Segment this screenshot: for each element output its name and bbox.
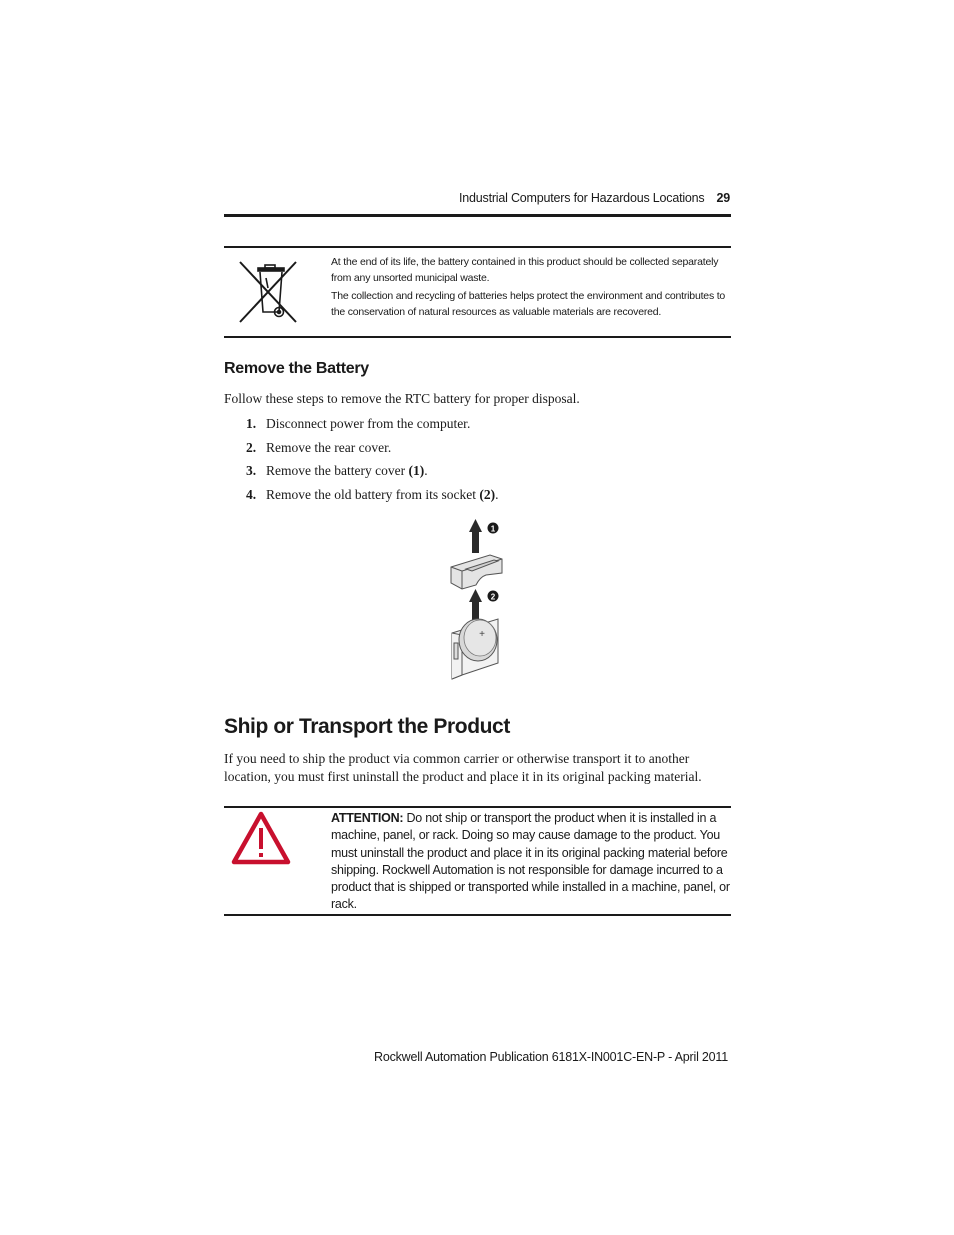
svg-text:2: 2 — [490, 592, 496, 602]
running-title: Industrial Computers for Hazardous Locations — [458, 191, 705, 205]
step-number: 1. — [246, 416, 257, 431]
attention-notice-text — [331, 810, 731, 914]
warning-triangle-icon — [224, 808, 324, 919]
step-number: 4. — [246, 487, 257, 503]
step-number: 2. — [246, 439, 257, 455]
publication-footer: Rockwell Automation Publication 6181X-IN001C-EN-P - April 2011 — [374, 1050, 728, 1064]
callout-1 — [488, 523, 499, 534]
ship-transport-paragraph: If you need to ship the product via common carrier or otherwise transport it to another location, you must first uninstall the product and place it in its original packing material. — [224, 751, 702, 784]
recycle-notice-paragraph: The collection and recycling of batteries helps protect the environment and contributes to the conservation of natural resources as valuable materials are recovered. — [331, 290, 726, 318]
recycle-notice — [224, 246, 731, 338]
attention-notice — [224, 806, 731, 916]
recycle-notice-text — [331, 255, 731, 323]
remove-battery-intro: Follow these steps to remove the RTC battery for proper disposal. — [224, 391, 580, 406]
step-suffix: . — [495, 487, 499, 503]
svg-text:1: 1 — [490, 524, 496, 534]
page-number: 29 — [716, 191, 730, 205]
steps-list — [224, 416, 498, 511]
coin-battery — [459, 619, 497, 661]
battery-removal-figure — [440, 515, 520, 692]
step-text: Remove the battery cover — [266, 463, 409, 479]
callout-2 — [488, 591, 499, 602]
step-number: 3. — [246, 463, 257, 479]
list-item — [224, 463, 498, 487]
list-item — [224, 487, 498, 511]
remove-battery-heading: Remove the Battery — [224, 360, 369, 377]
step-text: Remove the old battery from its socket — [266, 487, 480, 503]
step-text: Disconnect power from the computer. — [266, 416, 471, 431]
battery-cover — [451, 555, 502, 589]
attention-body: Do not ship or transport the product when it is installed in a machine, panel, or rack. Doing so may cause damage to the product. You must uninstall the product and place it in its original packing material before shipping. Rockwell Automation is not responsible for damage incurred to a product that is shipped or transported while installed in a machine, panel, or rack. — [331, 811, 730, 912]
step-text: Remove the rear cover. — [266, 439, 392, 455]
crossed-out-wheeled-bin-icon — [224, 248, 324, 341]
ship-transport-heading: Ship or Transport the Product — [224, 715, 510, 738]
attention-label: ATTENTION: — [331, 811, 404, 825]
running-header — [459, 191, 730, 205]
header-rule — [224, 214, 731, 217]
up-arrow-icon — [469, 519, 482, 553]
svg-text:+: + — [479, 629, 485, 640]
step-suffix: . — [424, 463, 428, 479]
recycle-notice-paragraph: At the end of its life, the battery contained in this product should be collected separately from any unsorted municipal waste. — [331, 256, 719, 284]
list-item — [224, 440, 498, 464]
step-callout-ref: (1) — [408, 463, 425, 479]
step-callout-ref: (2) — [479, 487, 496, 503]
list-item — [224, 416, 498, 440]
